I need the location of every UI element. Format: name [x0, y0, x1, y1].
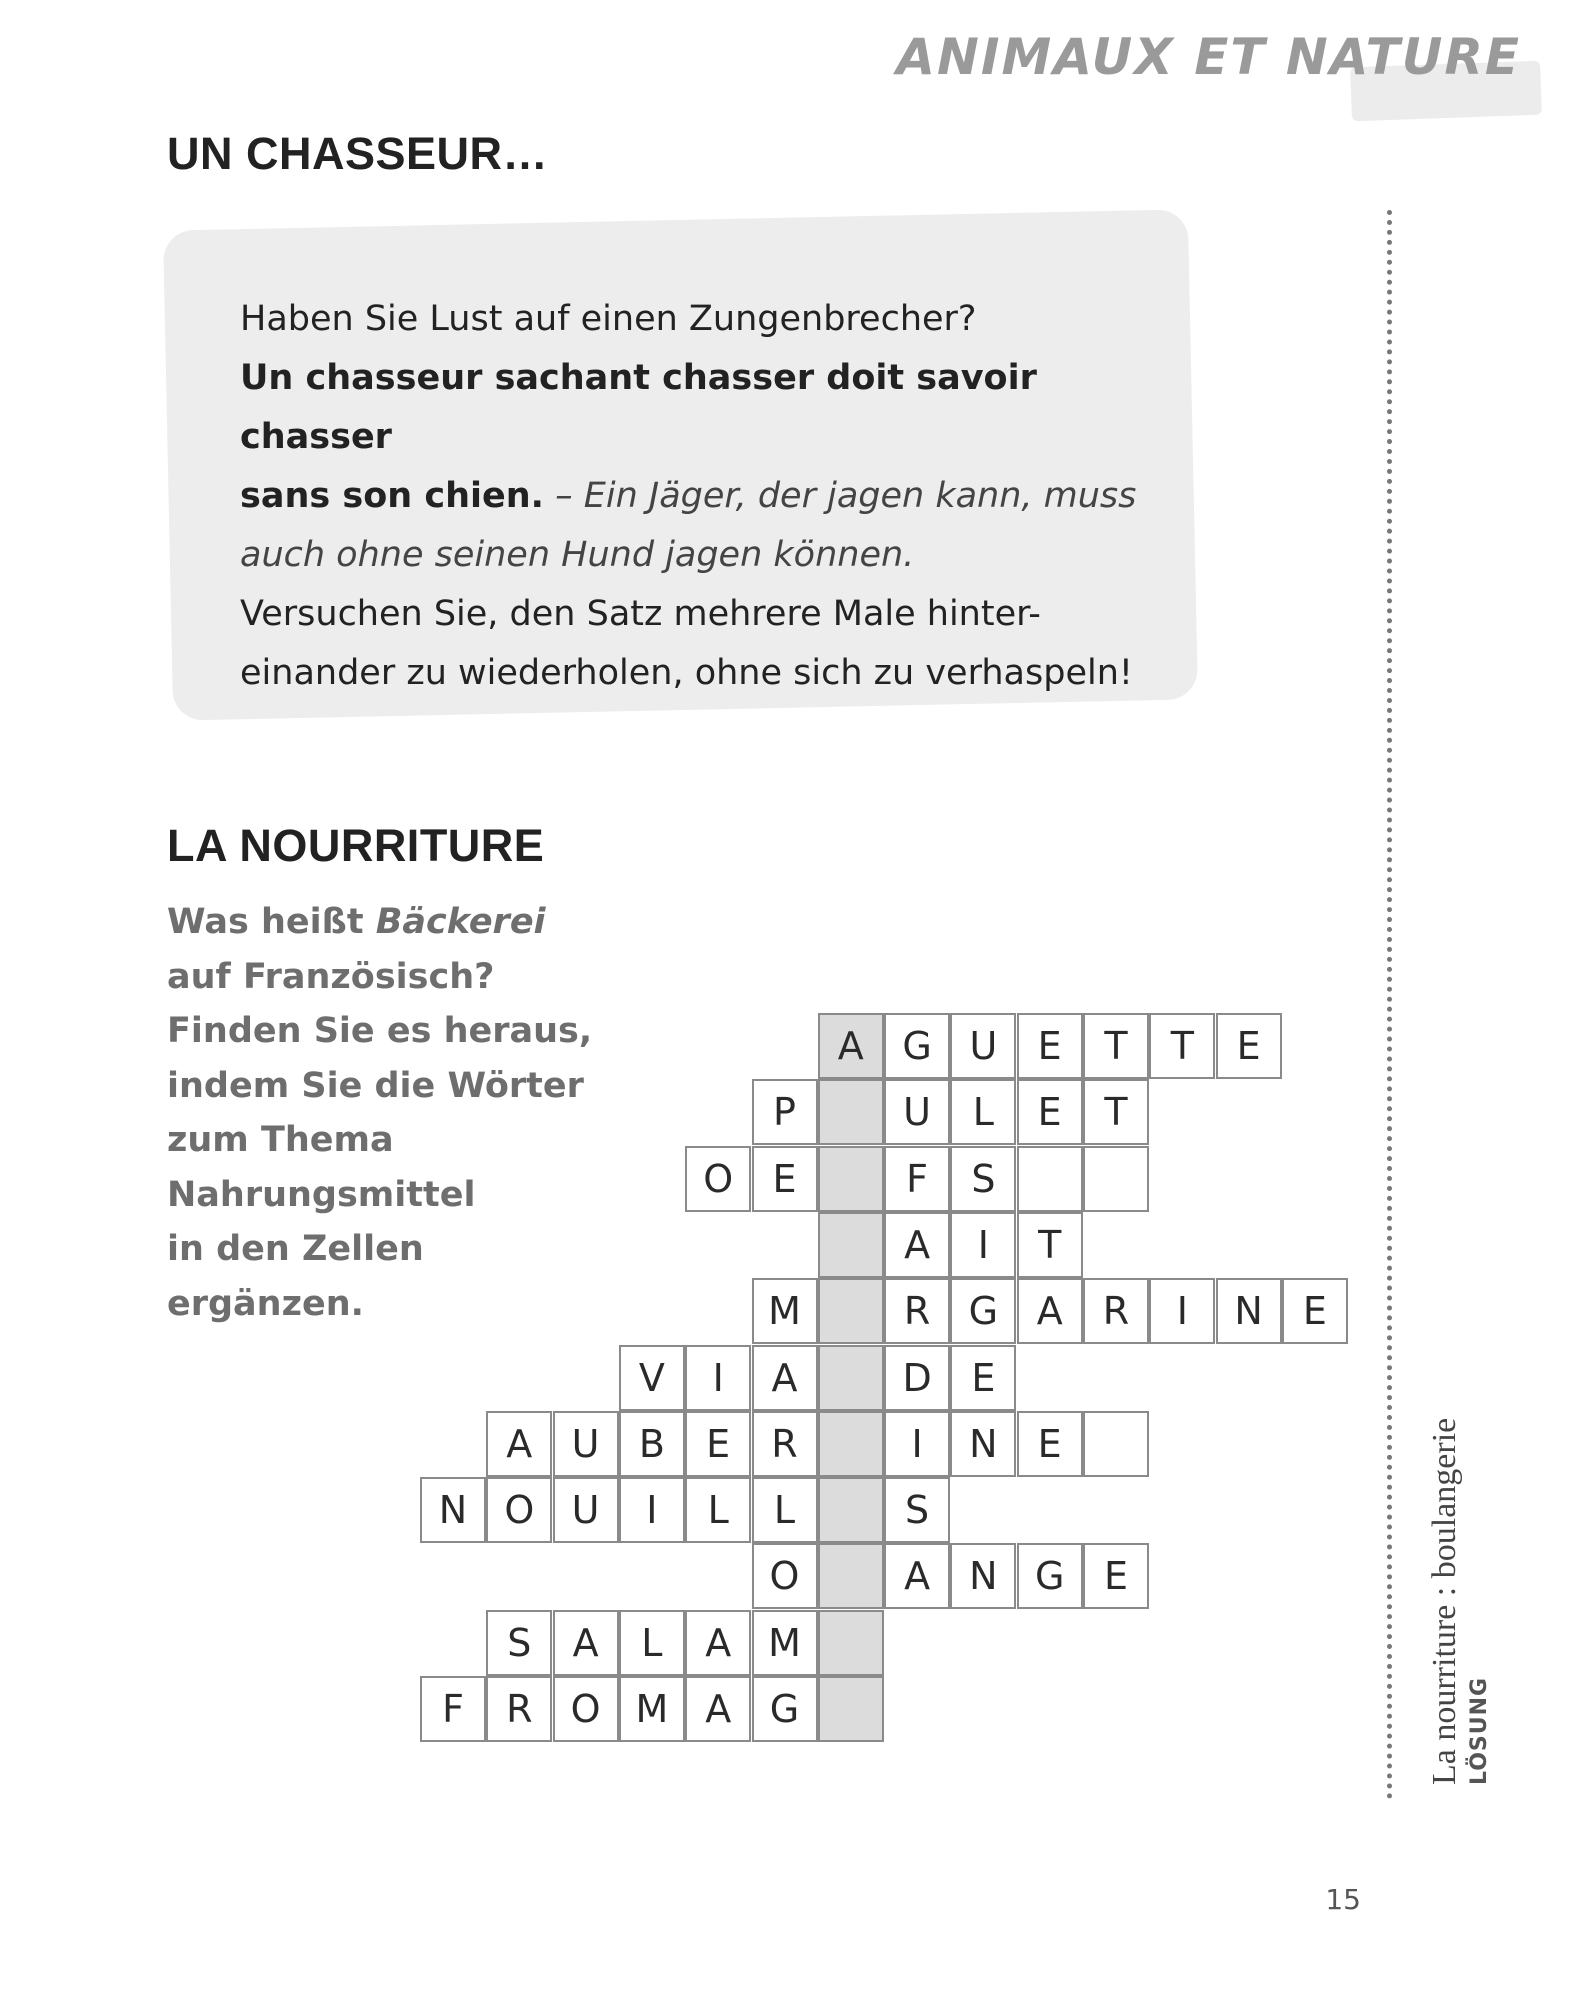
crossword-cell: T [1083, 1079, 1149, 1145]
crossword-cell: A [685, 1610, 751, 1676]
dotted-divider [1387, 210, 1392, 1800]
tongue-twister-end: sans son chien. [240, 476, 544, 516]
chasseur-title: UN CHASSEUR… [167, 128, 549, 179]
instruction-line-2: einander zu wiederholen, ohne sich zu verhaspeln! [240, 653, 1133, 693]
crossword-cell: E [1083, 1543, 1149, 1609]
crossword-cell: A [884, 1212, 950, 1278]
crossword-cell: P [752, 1079, 818, 1145]
crossword-cell: E [1216, 1013, 1282, 1079]
crossword-cell: N [950, 1411, 1016, 1477]
question-line-1 [167, 895, 597, 950]
crossword-cell: R [752, 1411, 818, 1477]
crossword-cell: G [950, 1278, 1016, 1344]
crossword-cell: S [884, 1477, 950, 1543]
crossword-cell: E [685, 1411, 751, 1477]
question-prefix: Was heißt [167, 902, 376, 942]
crossword-solution-cell[interactable] [818, 1345, 884, 1411]
crossword-cell: I [950, 1212, 1016, 1278]
instruction-line-1: Versuchen Sie, den Satz mehrere Male hinter- [240, 594, 1041, 634]
solution-label: LÖSUNG [1467, 1676, 1492, 1785]
question-line: in den Zellen [167, 1229, 424, 1269]
crossword-solution-cell[interactable] [818, 1278, 884, 1344]
crossword-cell: E [1017, 1013, 1083, 1079]
crossword-cell: E [1282, 1278, 1348, 1344]
crossword-cell: L [950, 1079, 1016, 1145]
crossword-cell: N [950, 1543, 1016, 1609]
crossword-cell: G [884, 1013, 950, 1079]
crossword-cell: A [884, 1543, 950, 1609]
crossword-solution-cell[interactable] [818, 1411, 884, 1477]
crossword-cell: S [486, 1610, 552, 1676]
crossword-cell: G [752, 1676, 818, 1742]
crossword-cell: R [884, 1278, 950, 1344]
crossword-cell: L [619, 1610, 685, 1676]
crossword-cell: F [884, 1146, 950, 1212]
crossword-solution-cell[interactable] [818, 1146, 884, 1212]
crossword-cell: E [1017, 1411, 1083, 1477]
crossword-cell: O [752, 1543, 818, 1609]
crossword-cell: L [685, 1477, 751, 1543]
crossword-cell: U [553, 1477, 619, 1543]
crossword-cell: I [619, 1477, 685, 1543]
section-header: ANIMAUX ET NATURE [896, 28, 1521, 86]
crossword-cell: O [486, 1477, 552, 1543]
crossword-solution-cell[interactable] [818, 1543, 884, 1609]
crossword-cell: A [1017, 1278, 1083, 1344]
crossword-cell: E [1017, 1079, 1083, 1145]
crossword-cell: N [420, 1477, 486, 1543]
crossword-cell[interactable] [1083, 1146, 1149, 1212]
crossword-cell: R [1083, 1278, 1149, 1344]
solution-answer: La nourriture : boulangerie [1426, 1417, 1463, 1785]
tip-box [240, 290, 1140, 703]
tongue-twister-line-1: Un chasseur sachant chasser doit savoir chasser [240, 358, 1037, 457]
crossword-solution-cell[interactable] [818, 1610, 884, 1676]
question-word: Bäckerei [375, 902, 546, 942]
crossword-cell: L [752, 1477, 818, 1543]
translation-start: – Ein Jäger, der jagen kann, muss [543, 476, 1137, 516]
crossword-cell: A [486, 1411, 552, 1477]
crossword-cell: M [619, 1676, 685, 1742]
tongue-twister-line-2 [240, 467, 1140, 526]
crossword-cell[interactable] [1083, 1411, 1149, 1477]
translation-end: auch ohne seinen Hund jagen können. [240, 535, 915, 575]
crossword-cell: A [553, 1610, 619, 1676]
crossword-cell: A [685, 1676, 751, 1742]
tip-intro: Haben Sie Lust auf einen Zungenbrecher? [240, 299, 977, 339]
crossword-cell: V [619, 1345, 685, 1411]
crossword-cell: O [553, 1676, 619, 1742]
crossword-solution-cell[interactable]: A [818, 1013, 884, 1079]
question-line: auf Französisch? [167, 956, 495, 997]
crossword-solution-cell[interactable] [818, 1079, 884, 1145]
crossword-cell: I [685, 1345, 751, 1411]
crossword-cell: I [884, 1411, 950, 1477]
crossword-cell: O [685, 1146, 751, 1212]
crossword-solution-cell[interactable] [818, 1477, 884, 1543]
crossword-cell: M [752, 1610, 818, 1676]
crossword-cell: E [950, 1345, 1016, 1411]
crossword-cell: T [1149, 1013, 1215, 1079]
nourriture-title: LA NOURRITURE [167, 820, 545, 871]
crossword-cell: T [1017, 1212, 1083, 1278]
crossword-cell: U [950, 1013, 1016, 1079]
page-number: 15 [1325, 1883, 1361, 1916]
crossword-cell: U [884, 1079, 950, 1145]
crossword-cell: N [1216, 1278, 1282, 1344]
question-line: zum Thema [167, 1120, 394, 1160]
crossword-solution-cell[interactable] [818, 1212, 884, 1278]
question-line: indem Sie die Wörter [167, 1065, 584, 1106]
crossword-cell: B [619, 1411, 685, 1477]
crossword-solution-cell[interactable] [818, 1676, 884, 1742]
crossword-cell: D [884, 1345, 950, 1411]
crossword-question [167, 895, 597, 1331]
question-line: Nahrungsmittel [167, 1174, 476, 1215]
crossword-cell: T [1083, 1013, 1149, 1079]
crossword-cell: M [752, 1278, 818, 1344]
crossword-cell: G [1017, 1543, 1083, 1609]
crossword-cell: S [950, 1146, 1016, 1212]
crossword-cell: I [1149, 1278, 1215, 1344]
crossword-cell: A [752, 1345, 818, 1411]
crossword-cell[interactable] [1017, 1146, 1083, 1212]
crossword-cell: F [420, 1676, 486, 1742]
crossword-cell: R [486, 1676, 552, 1742]
question-line: ergänzen. [167, 1283, 364, 1324]
question-line: Finden Sie es heraus, [167, 1011, 593, 1051]
crossword-cell: U [553, 1411, 619, 1477]
crossword-cell: E [752, 1146, 818, 1212]
